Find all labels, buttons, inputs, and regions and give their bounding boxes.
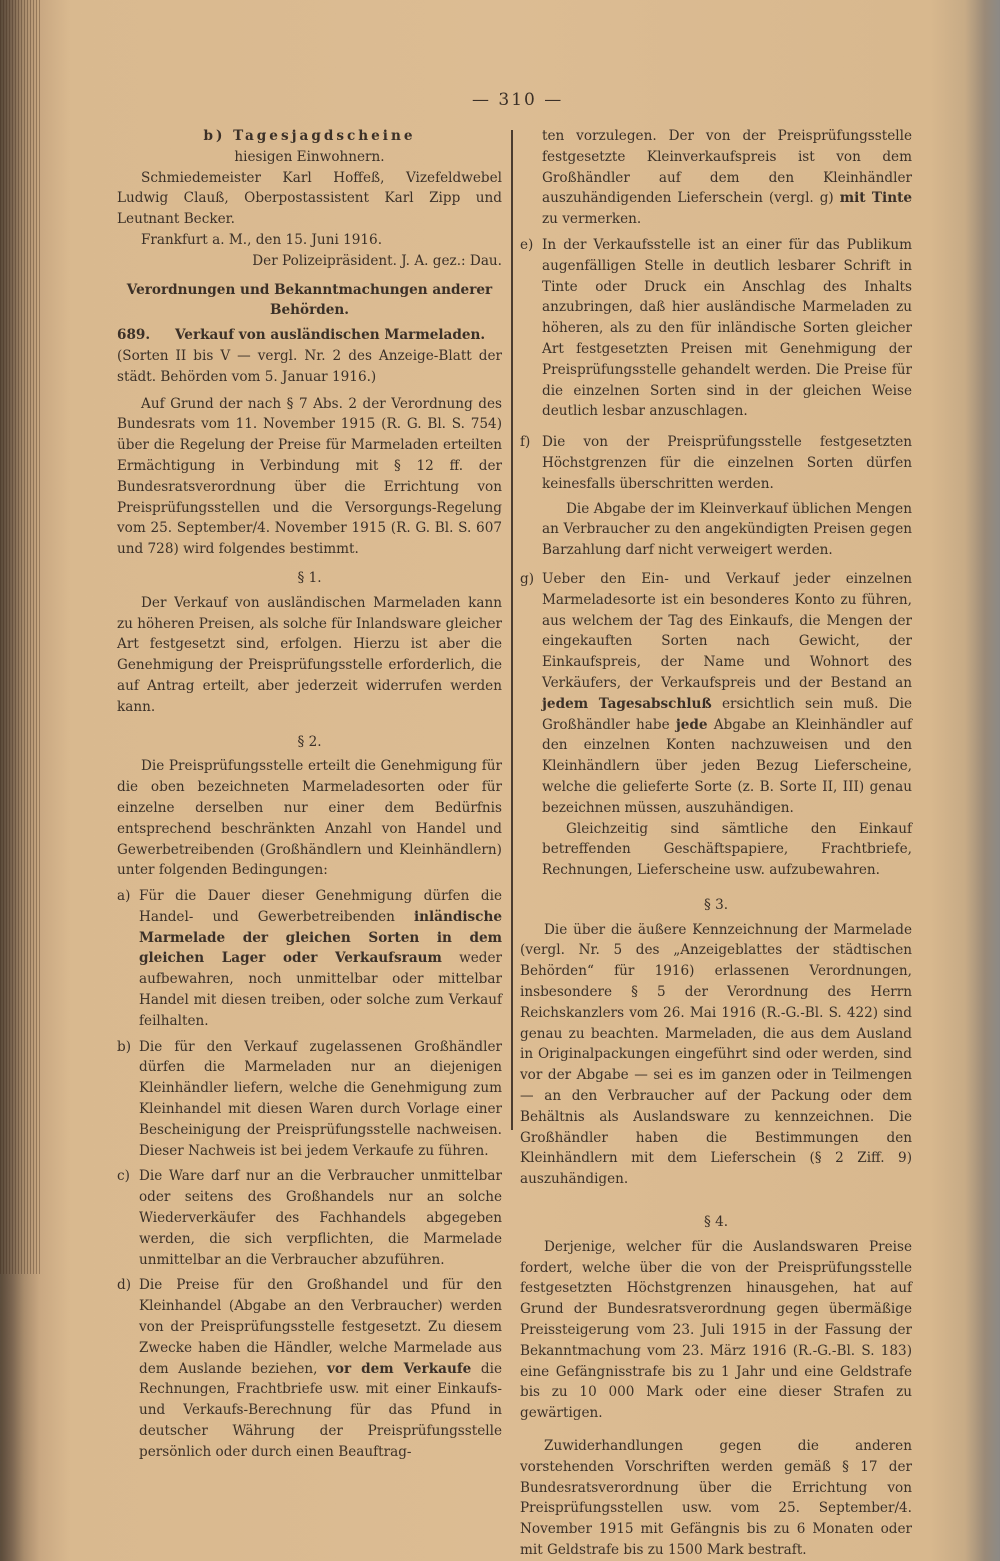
entry-number: 689. xyxy=(117,327,151,344)
signature-line: Der Polizeipräsident. J. A. gez.: Dau. xyxy=(252,252,502,269)
item-a-label: a) xyxy=(117,888,131,905)
right-column xyxy=(520,126,912,1561)
item-g-bold-2: jede xyxy=(675,716,708,733)
item-d-label: d) xyxy=(117,1277,132,1294)
item-c xyxy=(117,1166,502,1270)
place-date: Frankfurt a. M., den 15. Juni 1916. xyxy=(141,231,383,248)
item-c-text: Die Ware darf nur an die Verbraucher unmittelbar oder seitens des Großhandels nur an solche Wiederverkäufer des Fachhandels abgegeben werden, die sich verpflichten, die Marmelade unmittelbar an die Verbraucher abzuführen. xyxy=(139,1168,502,1268)
section-3-text: Die über die äußere Kennzeichnung der Marmelade (vergl. Nr. 5 des „Anzeigeblattes der städtischen Behörden“ für 1916) erlassenen Verordnungen, insbesondere § 5 der Verordnung des Herrn Reichskanzlers vom 26. Mai 1916 (R.-G.-Bl. S. 422) sind genau zu beachten. Marmeladen, die aus dem Ausland in Originalpackungen eingeführt sind oder werden, sind vor der Abgabe — sei es im ganzen oder in Teilmengen — an den Verbraucher auf der Packung oder dem Behältnis als Auslandsware zu kennzeichnen. Die Großhändler haben die Bestimmungen den Kleinhändlern mit dem Lieferschein (§ 2 Ziff. 9) auszuhändigen. xyxy=(520,921,912,1188)
names-paragraph: Schmiedemeister Karl Hoffeß, Vizefeldwebel Ludwig Clauß, Oberpostassistent Karl Zipp und Leutnant Becker. xyxy=(117,169,502,228)
item-d-cont-text: ten vorzulegen. Der von der Preisprüfungsstelle festgesetzte Kleinverkaufspreis ist von dem Großhändler auf dem den Kleinhändler auszuhändigenden Lieferschein (vergl. g) xyxy=(542,128,912,207)
entry-title: Verkauf von ausländischen Marmeladen. xyxy=(175,327,486,344)
section-1-text: Der Verkauf von ausländischen Marmeladen kann zu höheren Preisen, als solche für Inlandsware gleicher Art festgesetzt sind, erfolgen. Hierzu ist aber die Genehmigung der Preisprüfungsstelle erforderlich, die auf Antrag erteilt, aber jederzeit widerrufen werden kann. xyxy=(117,594,502,715)
item-g-bold-1: jedem Tagesabschluß xyxy=(542,695,712,712)
entry-header xyxy=(117,325,502,346)
item-b-label: b) xyxy=(117,1038,132,1055)
item-d xyxy=(117,1275,502,1462)
item-d-cont-bold: mit Tinte xyxy=(839,190,913,207)
item-a xyxy=(117,886,502,1032)
item-a-text-end: weder aufbewahren, noch unmittelbar oder mittelbar Handel mit diesen treiben, oder solche zum Verkauf feilhalten. xyxy=(139,950,502,1029)
section-4-text: Derjenige, welcher für die Auslandswaren Preise fordert, welche über die von der Preisprüfungsstelle festgesetzten Höchstgrenzen hinausgehen, hat auf Grund der Bundesratsverordnung gegen übermäßige Preissteigerung vom 23. Juli 1915 in der Fassung der Bekanntmachung vom 23. März 1916 (R.-G.-Bl. S. 183) eine Gefängnisstrafe bis zu 1 Jahr und eine Geldstrafe bis zu 10 000 Mark oder eine dieser Strafen zu gewärtigen. xyxy=(520,1238,912,1422)
item-g-paragraph: Gleichzeitig sind sämtliche den Einkauf betreffenden Geschäftspapiere, Frachtbriefe, Rechnungen, Lieferscheine usw. aufzubewahren. xyxy=(542,820,912,879)
item-d-text-end: die Rechnungen, Frachtbriefe usw. mit einer Einkaufs- und Verkaufs-Berechnung für das Pfund in deutscher Währung der Preisprüfungsstelle persönlich oder durch einen Beauftrag- xyxy=(139,1360,502,1460)
preamble: Auf Grund der nach § 7 Abs. 2 der Verordnung des Bundesrats vom 11. November 1915 (R. G. Bl. S. 754) über die Regelung der Preise für Marmeladen erteilten Ermächtigung in Verbindung mit § 12 ff. der Bundesratsverordnung über die Errichtung von Preisprüfungsstellen und die Versorgungs-Regelung vom 25. September/4. November 1915 (R. G. Bl. S. 607 und 728) wird folgendes bestimmt. xyxy=(117,395,502,558)
item-f xyxy=(520,432,912,561)
item-g xyxy=(520,569,912,881)
item-g-label: g) xyxy=(520,570,535,587)
section-2-text: Die Preisprüfungsstelle erteilt die Genehmigung für die oben bezeichneten Marmeladesorten oder für einzelne derselben nur einer dem Bedürfnis entsprechend beschränkten Anzahl von Handel und Gewerbetreibenden (Großhändlern und Kleinhändlern) unter folgenden Bedingungen: xyxy=(117,758,502,879)
item-f-text: Die von der Preisprüfungsstelle festgesetzten Höchstgrenzen für die einzelnen Sorten dürfen keinesfalls überschritten werden. xyxy=(542,434,912,492)
item-g-text-end: Abgabe an Kleinhändler auf den einzelnen Konten nachzuweisen und den Kleinhändlern über jeden Bezug Lieferscheine, welche die gelieferte Sorte (z. B. Sorte II, III) genau bezeichnen müssen, auszuhändigen. xyxy=(542,716,913,816)
section-title: Verordnungen und Bekanntmachungen anderer Behörden. xyxy=(126,281,493,319)
item-d-continued xyxy=(520,126,912,230)
column-divider xyxy=(511,130,513,1130)
section-4-label: § 4. xyxy=(703,1214,729,1231)
item-f-label: f) xyxy=(520,434,531,451)
book-page-edges xyxy=(0,0,40,1274)
page-number: — 310 — xyxy=(472,90,564,110)
item-d-text: Die Preise für den Großhandel und für den Kleinhandel (Abgabe an den Verbraucher) werden von der Preisprüfungsstelle festgesetzt. Zu diesem Zwecke haben die Händler, welche Marmelade aus dem Auslande beziehen, xyxy=(139,1277,502,1377)
entry-note: (Sorten II bis V — vergl. Nr. 2 des Anzeige-Blatt der städt. Behörden vom 5. Januar 1916.) xyxy=(117,347,502,385)
item-f-paragraph: Die Abgabe der im Kleinverkauf üblichen Mengen an Verbraucher zu den angekündigten Preisen gegen Barzahlung darf nicht verweigert werden. xyxy=(542,500,912,559)
section-3-label: § 3. xyxy=(703,896,729,913)
item-a-text: Für die Dauer dieser Genehmigung dürfen die Handel- und Gewerbetreibenden xyxy=(139,888,502,925)
subheading: hiesigen Einwohnern. xyxy=(234,148,385,165)
item-g-text-mid: ersichtlich sein muß. Die Großhändler habe xyxy=(542,695,912,733)
item-a-bold: inländische Marmelade der gleichen Sorten in dem gleichen Lager oder Verkaufsraum xyxy=(139,908,502,967)
item-d-bold: vor dem Verkaufe xyxy=(327,1360,472,1377)
item-e-label: e) xyxy=(520,236,534,253)
section-4-paragraph-2: Zuwiderhandlungen gegen die anderen vorstehenden Vorschriften werden gemäß § 17 der Bundesratsverordnung über die Errichtung von Preisprüfungsstellen usw. vom 25. September/4. November 1915 mit Gefängnis bis zu 6 Monaten oder mit Geldstrafe bis zu 1500 Mark bestraft. xyxy=(520,1438,912,1558)
heading-tagesjagdscheine: b) Tagesjagdscheine xyxy=(203,128,416,144)
section-2-label: § 2. xyxy=(297,733,322,750)
section-1-label: § 1. xyxy=(297,569,322,586)
item-d-cont-end: zu vermerken. xyxy=(542,211,642,228)
item-b xyxy=(117,1037,502,1162)
item-b-text: Die für den Verkauf zugelassenen Großhändler dürfen die Marmeladen nur an diejenigen Kleinhändler liefern, welche die Genehmigung zum Kleinhandel mit diesen Waren durch Vorlage einer Bescheinigung der Preisprüfungsstelle nachweisen. Dieser Nachweis ist bei jedem Verkaufe zu führen. xyxy=(139,1038,502,1159)
item-g-text: Ueber den Ein- und Verkauf jeder einzelnen Marmeladesorte ist ein besonderes Konto zu führen, aus welchem der Tag des Einkaufs, die Mengen der eingekauften Sorten nach Gewicht, der Einkaufspreis, der Name und Wohnort des Verkäufers, der Verkaufspreis und der Bestand an xyxy=(542,570,912,691)
item-e-text: In der Verkaufsstelle ist an einer für das Publikum augenfälligen Stelle in deutlich lesbarer Schrift in Tinte oder Druck ein Anschlag des Inhalts anzubringen, daß hier ausländische Marmeladen zu höheren, als zu den für inländische Sorten gleicher Art festgesetzten Preisen mit Genehmigung der Preisprüfungsstelle gehandelt werden. Die Preise für die einzelnen Sorten sind in der gleichen Weise deutlich lesbar anzuschlagen. xyxy=(542,236,912,420)
left-column xyxy=(117,126,502,1463)
item-e xyxy=(520,235,912,422)
item-c-label: c) xyxy=(117,1168,130,1185)
